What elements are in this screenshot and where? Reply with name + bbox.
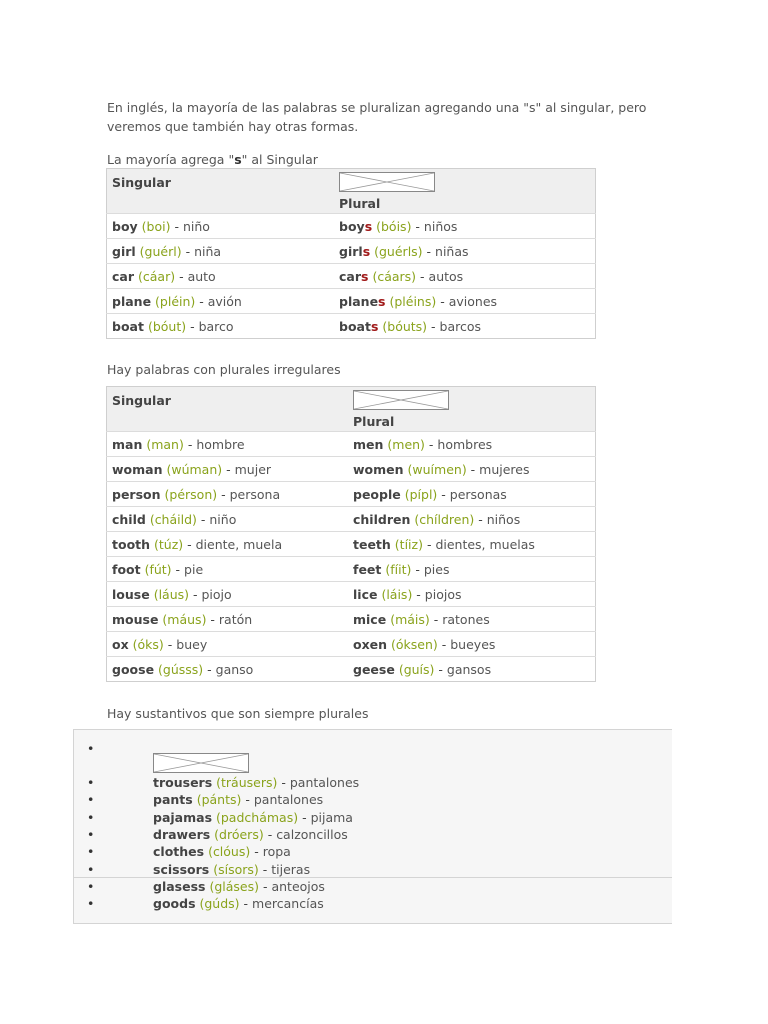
bullet: • — [87, 826, 95, 842]
english-word: goods — [153, 896, 196, 912]
translation: barco — [198, 318, 234, 334]
bullet: • — [87, 896, 95, 912]
singular-cell: child (cháild) - niño — [107, 507, 349, 532]
pronunciation: (man) — [146, 436, 184, 452]
english-word: ox — [112, 636, 129, 652]
english-word: men — [353, 436, 384, 452]
english-word: louse — [112, 586, 150, 602]
pronunciation: (láus) — [153, 586, 190, 602]
table-row — [107, 557, 596, 582]
translation: mujeres — [479, 461, 530, 477]
translation: ratones — [442, 611, 490, 627]
pronunciation: (guérl) — [139, 243, 182, 259]
header-singular — [107, 387, 349, 432]
english-word: lice — [353, 586, 378, 602]
table-row — [107, 214, 596, 239]
english-word: mice — [353, 611, 387, 627]
singular-cell: foot (fút) - pie — [107, 557, 349, 582]
pronunciation: (tráusers) — [216, 775, 278, 790]
pronunciation: (gláses) — [209, 878, 259, 894]
singular-cell: boat (bóut) - barco — [107, 314, 335, 339]
translation: mujer — [234, 461, 272, 477]
pronunciation: (sísors) — [213, 861, 259, 877]
table-header-row — [107, 169, 596, 214]
table-row — [107, 457, 596, 482]
translation: ropa — [262, 844, 291, 860]
english-word: feet — [353, 561, 382, 577]
english-word: oxen — [353, 636, 388, 652]
singular-cell: boy (boi) - niño — [107, 214, 335, 239]
plural-cell: girls (guérls) - niñas — [334, 239, 596, 264]
translation: autos — [428, 268, 464, 284]
english-word: people — [353, 486, 401, 502]
singular-cell: girl (guérl) - niña — [107, 239, 335, 264]
translation: pie — [184, 561, 204, 577]
caption-bold-s: s — [234, 152, 242, 167]
singular-cell: woman (wúman) - mujer — [107, 457, 349, 482]
translation: pantalones — [289, 775, 360, 790]
english-word: teeth — [353, 536, 391, 552]
bullet: • — [87, 775, 95, 790]
pronunciation: (fút) — [144, 561, 172, 577]
plural-suffix: s — [364, 218, 373, 234]
pronunciation: (pléin) — [155, 293, 196, 309]
pronunciation: (pánts) — [196, 792, 242, 808]
english-word: geese — [353, 661, 395, 677]
bullet: • — [87, 844, 95, 860]
translation: hombre — [196, 436, 245, 452]
list-item-text: drawers (dróers) - calzoncillos — [153, 826, 348, 842]
pronunciation: (cáars) — [372, 268, 417, 284]
pronunciation: (guís) — [398, 661, 435, 677]
plural-cell: people (pípl) - personas — [348, 482, 596, 507]
singular-cell: person (pérson) - persona — [107, 482, 349, 507]
pronunciation: (boi) — [141, 218, 171, 234]
translation: buey — [176, 636, 208, 652]
regular-plurals-table — [106, 168, 596, 339]
pronunciation: (bóis) — [376, 218, 412, 234]
table-row — [107, 482, 596, 507]
caption-text: La mayoría agrega " — [107, 152, 235, 167]
translation: pies — [423, 561, 450, 577]
plural-cell: mice (máis) - ratones — [348, 607, 596, 632]
pronunciation: (fíit) — [385, 561, 412, 577]
pronunciation: (túz) — [154, 536, 184, 552]
translation: barcos — [439, 318, 482, 334]
broken-image-icon — [339, 172, 435, 192]
always-plural-list — [73, 729, 672, 924]
translation: calzoncillos — [276, 826, 348, 842]
english-word: drawers — [153, 826, 211, 842]
plural-cell: lice (láis) - piojos — [348, 582, 596, 607]
singular-cell: car (cáar) - auto — [107, 264, 335, 289]
table-row — [107, 314, 596, 339]
pronunciation: (tíiz) — [394, 536, 423, 552]
translation: persona — [229, 486, 281, 502]
pronunciation: (chíldren) — [414, 511, 475, 527]
table-row — [107, 289, 596, 314]
plural-suffix: s — [362, 243, 371, 259]
pronunciation: (gúds) — [199, 896, 240, 912]
pronunciation: (padchámas) — [216, 809, 299, 825]
english-word: foot — [112, 561, 141, 577]
translation: niñas — [435, 243, 469, 259]
pronunciation: (dróers) — [214, 826, 264, 842]
translation: tijeras — [271, 861, 311, 877]
pronunciation: (óksen) — [391, 636, 438, 652]
table-row — [107, 432, 596, 457]
plural-cell: children (chíldren) - niños — [348, 507, 596, 532]
irregular-plurals-table — [106, 386, 596, 682]
header-label: Plural — [353, 414, 395, 429]
singular-cell: plane (pléin) - avión — [107, 289, 335, 314]
english-word: trousers — [153, 775, 213, 790]
header-singular — [107, 169, 335, 214]
table-row — [107, 657, 596, 682]
pronunciation: (máis) — [390, 611, 430, 627]
translation: ratón — [218, 611, 253, 627]
pronunciation: (máus) — [162, 611, 207, 627]
intro-paragraph: En inglés, la mayoría de las palabras se pluralizan agregando una "s" al singular, pero veremos que también hay otras formas. — [107, 100, 647, 134]
pronunciation: (wuímen) — [407, 461, 467, 477]
table-row — [107, 507, 596, 532]
bullet: • — [87, 741, 95, 756]
english-word: glasess — [153, 878, 206, 894]
translation: ganso — [215, 661, 254, 677]
list-item-text: goods (gúds) - mercancías — [153, 896, 324, 912]
list-item-text: pajamas (padchámas) - pijama — [153, 809, 353, 825]
table-row — [107, 239, 596, 264]
pronunciation: (men) — [387, 436, 425, 452]
english-word: scissors — [153, 861, 210, 877]
header-plural — [334, 169, 596, 214]
list-item-text: scissors (sísors) - tijeras — [153, 861, 311, 877]
english-word: boat — [112, 318, 144, 334]
translation: diente, muela — [195, 536, 283, 552]
section1-caption — [107, 152, 318, 167]
header-label: Plural — [339, 196, 381, 211]
caption-text: " al Singular — [241, 152, 318, 167]
plural-cell: feet (fíit) - pies — [348, 557, 596, 582]
translation: mercancías — [252, 896, 324, 912]
list-item-text: trousers (tráusers) - pantalones — [153, 775, 360, 790]
english-word: woman — [112, 461, 163, 477]
list-item-text: pants (pánts) - pantalones — [153, 792, 324, 808]
translation: auto — [187, 268, 216, 284]
translation: hombres — [437, 436, 493, 452]
plural-suffix: s — [378, 293, 386, 309]
pronunciation: (clóus) — [208, 844, 251, 860]
pronunciation: (pléins) — [389, 293, 437, 309]
section2-caption: Hay palabras con plurales irregulares — [107, 362, 341, 377]
plural-suffix: s — [361, 268, 369, 284]
plural-cell: men (men) - hombres — [348, 432, 596, 457]
translation: niños — [423, 218, 458, 234]
english-word: women — [353, 461, 404, 477]
plural-cell: teeth (tíiz) - dientes, muelas — [348, 532, 596, 557]
translation: anteojos — [271, 878, 325, 894]
pronunciation: (guérls) — [374, 243, 423, 259]
singular-cell: man (man) - hombre — [107, 432, 349, 457]
bullet: • — [87, 809, 95, 825]
pronunciation: (cáar) — [138, 268, 176, 284]
translation: gansos — [446, 661, 492, 677]
english-word: girl — [339, 243, 363, 259]
english-word: pajamas — [153, 809, 213, 825]
pronunciation: (óks) — [132, 636, 164, 652]
english-word: child — [112, 511, 146, 527]
section3-caption: Hay sustantivos que son siempre plurales — [107, 706, 369, 721]
table-row — [107, 264, 596, 289]
translation: niño — [182, 218, 210, 234]
english-word: girl — [112, 243, 136, 259]
pronunciation: (gússs) — [158, 661, 204, 677]
table-header-row — [107, 387, 596, 432]
pronunciation: (bóuts) — [382, 318, 428, 334]
bullet: • — [87, 792, 95, 808]
plural-cell: planes (pléins) - aviones — [334, 289, 596, 314]
singular-cell: louse (láus) - piojo — [107, 582, 349, 607]
english-word: tooth — [112, 536, 151, 552]
english-word: plane — [339, 293, 379, 309]
english-word: boat — [339, 318, 371, 334]
header-plural — [348, 387, 596, 432]
english-word: children — [353, 511, 411, 527]
translation: dientes, muelas — [435, 536, 535, 552]
translation: aviones — [448, 293, 498, 309]
english-word: pants — [153, 792, 193, 808]
singular-cell: ox (óks) - buey — [107, 632, 349, 657]
list-item-text: glasess (gláses) - anteojos — [153, 878, 325, 894]
singular-cell: mouse (máus) - ratón — [107, 607, 349, 632]
pronunciation: (cháild) — [149, 511, 197, 527]
pronunciation: (pípl) — [404, 486, 438, 502]
plural-cell: oxen (óksen) - bueyes — [348, 632, 596, 657]
plural-cell: women (wuímen) - mujeres — [348, 457, 596, 482]
plural-cell: boys (bóis) - niños — [334, 214, 596, 239]
broken-image-icon — [153, 753, 249, 773]
plural-cell: cars (cáars) - autos — [334, 264, 596, 289]
bullet: • — [87, 861, 95, 877]
translation: niña — [194, 243, 222, 259]
table-row — [107, 607, 596, 632]
table-row — [107, 532, 596, 557]
english-word: car — [112, 268, 135, 284]
english-word: goose — [112, 661, 155, 677]
english-word: boy — [112, 218, 138, 234]
singular-cell: tooth (túz) - diente, muela — [107, 532, 349, 557]
header-label: Singular — [112, 175, 171, 190]
translation: avión — [207, 293, 242, 309]
plural-cell: boats (bóuts) - barcos — [334, 314, 596, 339]
list-item-text: clothes (clóus) - ropa — [153, 844, 291, 860]
plural-cell: geese (guís) - gansos — [348, 657, 596, 682]
english-word: clothes — [153, 844, 205, 860]
pronunciation: (láis) — [381, 586, 413, 602]
translation: pantalones — [253, 792, 324, 808]
translation: personas — [449, 486, 507, 502]
translation: niño — [209, 511, 237, 527]
table-row — [107, 632, 596, 657]
pronunciation: (wúman) — [166, 461, 223, 477]
pronunciation: (pérson) — [164, 486, 218, 502]
translation: niños — [486, 511, 521, 527]
english-word: person — [112, 486, 161, 502]
plural-suffix: s — [370, 318, 379, 334]
translation: bueyes — [450, 636, 496, 652]
header-label: Singular — [112, 393, 171, 408]
translation: piojos — [424, 586, 462, 602]
translation: piojo — [201, 586, 232, 602]
table-row — [107, 582, 596, 607]
english-word: man — [112, 436, 143, 452]
english-word: car — [339, 268, 362, 284]
broken-image-icon — [353, 390, 449, 410]
bullet: • — [87, 878, 95, 894]
singular-cell: goose (gússs) - ganso — [107, 657, 349, 682]
english-word: boy — [339, 218, 365, 234]
translation: pijama — [310, 809, 353, 825]
english-word: plane — [112, 293, 152, 309]
english-word: mouse — [112, 611, 159, 627]
pronunciation: (bóut) — [147, 318, 187, 334]
